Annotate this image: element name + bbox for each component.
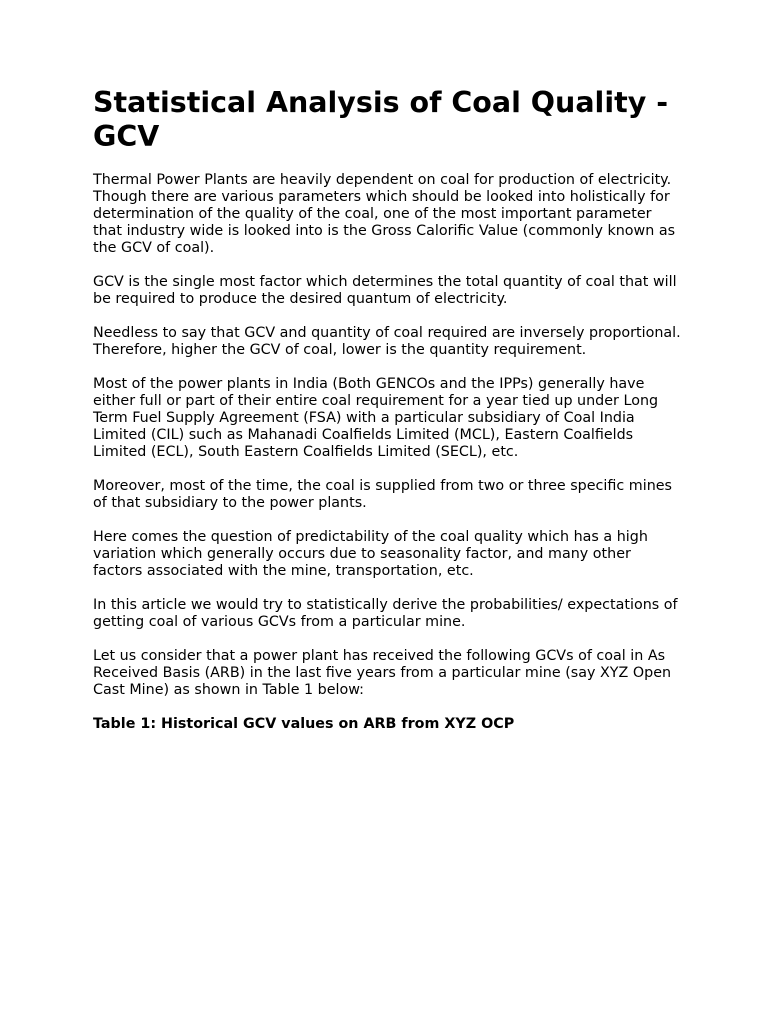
paragraph-inverse-proportion: Needless to say that GCV and quantity of coal required are inversely proportional. Therefore, higher the GCV of coal, lower is the quantity requirement. (93, 325, 681, 358)
paragraph-intro: Thermal Power Plants are heavily dependent on coal for production of electricity. Though there are various parameters which should be looked into holistically for determination of the quality of the coal, one of the most important parameter that industry wide is looked into is the Gross Calorific Value (commonly known as the GCV of coal). (93, 172, 676, 256)
paragraph-gcv-factor: GCV is the single most factor which determines the total quantity of coal that will be required to produce the desired quantum of electricity. (93, 274, 677, 307)
paragraph-article-aim: In this article we would try to statistically derive the probabilities/ expectations of getting coal of various GCVs from a particular mine. (93, 597, 678, 630)
paragraph-mines: Moreover, most of the time, the coal is supplied from two or three specific mines of that subsidiary to the power plants. (93, 478, 672, 511)
paragraph-predictability: Here comes the question of predictability of the coal quality which has a high variation which generally occurs due to seasonality factor, and many other factors associated with the mine, transportation, etc. (93, 529, 648, 579)
document-page (93, 86, 683, 733)
paragraph-fsa: Most of the power plants in India (Both GENCOs and the IPPs) generally have either full or part of their entire coal requirement for a year tied up under Long Term Fuel Supply Agreement (FSA) with a particular subsidiary of Coal India Limited (CIL) such as Mahanadi Coalfields Limited (MCL), Eastern Coalfields Limited (ECL), South Eastern Coalfields Limited (SECL), etc. (93, 376, 659, 460)
document-title: Statistical Analysis of Coal Quality - GCV (93, 86, 669, 153)
paragraph-consider: Let us consider that a power plant has received the following GCVs of coal in As Received Basis (ARB) in the last five years from a particular mine (say XYZ Open Cast Mine) as shown in Table 1 below: (93, 648, 672, 698)
table-caption: Table 1: Historical GCV values on ARB from XYZ OCP (93, 716, 515, 732)
